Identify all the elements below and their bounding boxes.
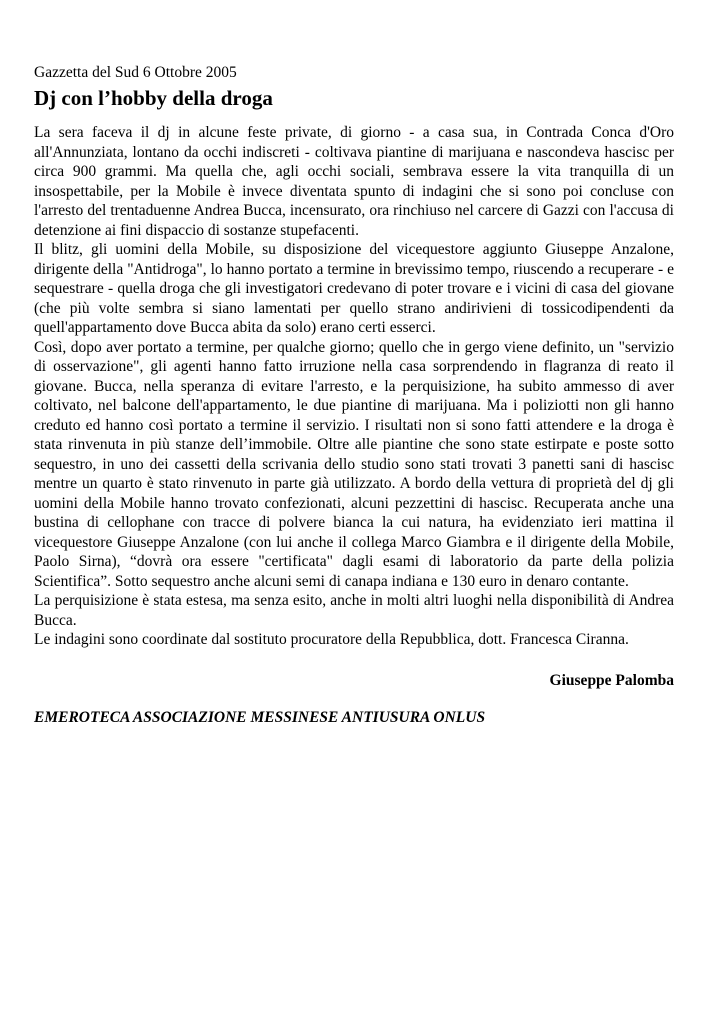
paragraph: Le indagini sono coordinate dal sostituto procuratore della Repubblica, dott. Francesca Ciranna.: [34, 631, 629, 648]
archive-footer: EMEROTECA ASSOCIAZIONE MESSINESE ANTIUSURA ONLUS: [34, 708, 486, 726]
paragraph: La sera faceva il dj in alcune feste private, di giorno - a casa sua, in Contrada Conca d'Oro all'Annunziata, lontano da occhi indiscreti - coltivava piantine di marijuana e nascondeva hascisc per circa 900 grammi. Ma quella che, agli occhi sociali, sembrava essere la vita tranquilla di un insospettabile, per la Mobile è invece diventata spunto di indagini che si sono poi concluse con l'arresto del trentaduenne Andrea Bucca, incensurato, ora rinchiuso nel carcere di Gazzi con l'accusa di detenzione ai fini dispaccio di sostanze stupefacenti.: [34, 124, 674, 239]
headline: Dj con l’hobby della droga: [34, 86, 273, 110]
paragraph: Così, dopo aver portato a termine, per qualche giorno; quello che in gergo viene definito, un "servizio di osservazione", gli agenti hanno fatto irruzione nella casa sorprendendo in flagranza di reato il giovane. Bucca, nella speranza di evitare l'arresto, e la perquisizione, ha subito ammesso di aver coltivato, nel balcone dell'appartamento, le due piantine di marijuana. Ma i poliziotti non gli hanno creduto ed hanno così portato a termine il servizio. I risultati non si sono fatti attendere e la droga è stata rinvenuta in più stanze dell’immobile. Oltre alle piantine che sono state estirpate e poste sotto sequestro, in uno dei cassetti della scrivania dello studio sono stati trovati 3 panetti sani di hascisc mentre un quarto è stato rinvenuto in parte già utilizzato. A bordo della vettura di proprietà del dj gli uomini della Mobile hanno trovato confezionati, alcuni pezzettini di hascisc. Recuperata anche una bustina di cellophane con tracce di polvere bianca la cui natura, ha evidenziato ieri mattina il vicequestore Giuseppe Anzalone (con lui anche il collega Marco Giambra e il dirigente della Mobile, Paolo Sirna), “dovrà ora essere "certificata" dagli esami di laboratorio da parte della polizia Scientifica”. Sotto sequestro anche alcuni semi di canapa indiana e 130 euro in denaro contante.: [34, 338, 674, 590]
article-body: [34, 123, 674, 650]
author-signature: Giuseppe Palomba: [549, 671, 674, 689]
paragraph: La perquisizione è stata estesa, ma senza esito, anche in molti altri luoghi nella disponibilità di Andrea Bucca.: [34, 592, 674, 629]
article-page: [34, 64, 674, 728]
source-line: Gazzetta del Sud 6 Ottobre 2005: [34, 64, 237, 81]
paragraph: Il blitz, gli uomini della Mobile, su disposizione del vicequestore aggiunto Giuseppe Anzalone, dirigente della "Antidroga", lo hanno portato a termine in brevissimo tempo, riuscendo a recuperare - e sequestrare - quella droga che gli investigatori credevano di poter trovare e i vicini di casa del giovane (che più volte sembra si siano lamentati per quello strano andirivieni di tossicodipendenti da quell'appartamento dove Bucca abita da solo) erano certi esserci.: [34, 241, 674, 336]
